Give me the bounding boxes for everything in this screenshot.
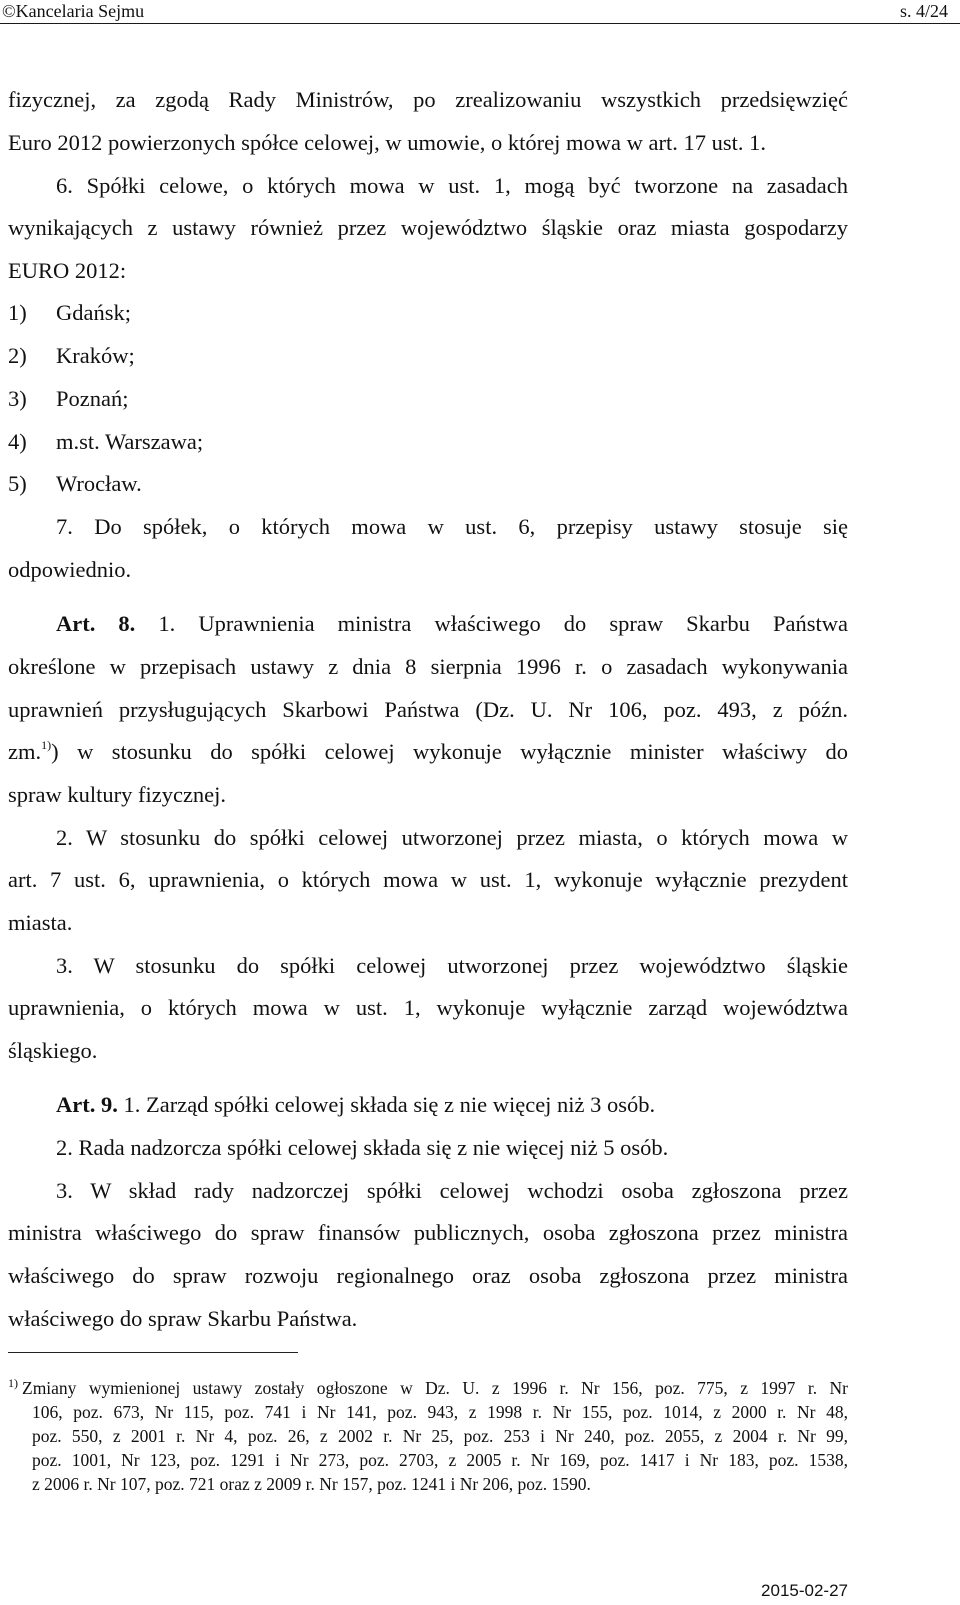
article-9-line — [56, 1091, 848, 1119]
footnote-divider — [8, 1352, 298, 1353]
article-8-line: 2. W stosunku do spółki celowej utworzonej przez miasta, o których mowa w — [56, 825, 848, 850]
article-8-line: uprawnień przysługujących Skarbowi Państwa (Dz. U. Nr 106, poz. 493, z późn. — [8, 697, 848, 722]
list-text: m.st. Warszawa; — [56, 429, 204, 454]
list-item — [8, 428, 203, 456]
article-9-line: właściwego do spraw Skarbu Państwa. — [8, 1306, 358, 1331]
article-8-line: art. 7 ust. 6, uprawnienia, o których mowa w ust. 1, wykonuje wyłącznie prezydent — [8, 867, 848, 892]
footnote-line: Zmiany wymienionej ustawy zostały ogłoszone w Dz. U. z 1996 r. Nr 156, poz. 775, z 1997 r. Nr — [22, 1378, 848, 1398]
article-9-line: 2. Rada nadzorcza spółki celowej składa się z nie więcej niż 5 osób. — [56, 1135, 669, 1160]
list-number: 4) — [8, 429, 27, 454]
paragraph-6-line: 6. Spółki celowe, o których mowa w ust. 1, mogą być tworzone na zasadach — [56, 173, 848, 198]
paragraph-6-line: wynikających z ustawy również przez województwo śląskie oraz miasta gospodarzy — [8, 215, 848, 240]
paragraph-6-line: EURO 2012: — [8, 258, 127, 283]
article-8-line: miasta. — [8, 910, 73, 935]
header-publisher: ©Kancelaria Sejmu — [2, 1, 145, 21]
article-9-line: 3. W skład rady nadzorczej spółki celowej wchodzi osoba zgłoszona przez — [56, 1178, 848, 1203]
footnote-line: z 2006 r. Nr 107, poz. 721 oraz z 2009 r. Nr 157, poz. 1241 i Nr 206, poz. 1590. — [32, 1474, 591, 1494]
article-8-line: śląskiego. — [8, 1038, 98, 1063]
list-item — [8, 385, 129, 413]
list-text: Wrocław. — [56, 471, 142, 496]
list-number: 2) — [8, 343, 27, 368]
footnote-mark: 1) — [8, 1376, 18, 1390]
article-8-text: zm. — [8, 739, 42, 764]
text-line: Euro 2012 powierzonych spółce celowej, w umowie, o której mowa w art. 17 ust. 1. — [8, 130, 766, 155]
article-9-line: właściwego do spraw rozwoju regionalnego oraz osoba zgłoszona przez ministra — [8, 1263, 848, 1288]
footnote-line: poz. 1001, Nr 123, poz. 1291 i Nr 273, poz. 2703, z 2005 r. Nr 169, poz. 1417 i Nr 183, poz. 1538, — [32, 1450, 848, 1470]
list-item — [8, 342, 135, 370]
list-number: 1) — [8, 300, 27, 325]
footnote-reference[interactable]: 1) — [41, 737, 52, 752]
footnote-line: 106, poz. 673, Nr 115, poz. 741 i Nr 141, poz. 943, z 1998 r. Nr 155, poz. 1014, z 2000 r. Nr 48, — [32, 1402, 848, 1422]
footnote-line: poz. 550, z 2001 r. Nr 4, poz. 26, z 2002 r. Nr 25, poz. 253 i Nr 240, poz. 2055, z 2004 r. Nr 99, — [32, 1426, 848, 1446]
text-line: fizycznej, za zgodą Rady Ministrów, po zrealizowaniu wszystkich przedsięwzięć — [8, 87, 848, 112]
list-number: 5) — [8, 471, 27, 496]
article-9-line: ministra właściwego do spraw finansów publicznych, osoba zgłoszona przez ministra — [8, 1220, 848, 1245]
article-8-line: spraw kultury fizycznej. — [8, 782, 227, 807]
article-8-text: 1. Uprawnienia ministra właściwego do spraw Skarbu Państwa — [158, 611, 848, 636]
article-heading: Art. 8. — [56, 611, 136, 636]
article-8-text: ) w stosunku do spółki celowej wykonuje wyłącznie minister właściwy do — [51, 739, 848, 764]
article-8-line — [8, 738, 848, 766]
document-date: 2015-02-27 — [761, 1581, 848, 1600]
list-text: Kraków; — [56, 343, 135, 368]
article-heading: Art. 9. — [56, 1092, 118, 1117]
list-text: Poznań; — [56, 386, 129, 411]
article-8-line: określone w przepisach ustawy z dnia 8 sierpnia 1996 r. o zasadach wykonywania — [8, 654, 848, 679]
paragraph-7-line: 7. Do spółek, o których mowa w ust. 6, przepisy ustawy stosuje się — [56, 514, 848, 539]
paragraph-7-line: odpowiednio. — [8, 557, 132, 582]
article-8-line: uprawnienia, o których mowa w ust. 1, wykonuje wyłącznie zarząd województwa — [8, 995, 848, 1020]
header-rule — [0, 23, 960, 24]
list-number: 3) — [8, 386, 27, 411]
header-page-number: s. 4/24 — [899, 1, 948, 21]
list-item — [8, 470, 142, 498]
article-8-line: 3. W stosunku do spółki celowej utworzonej przez województwo śląskie — [56, 953, 848, 978]
list-text: Gdańsk; — [56, 300, 131, 325]
article-8-line — [56, 610, 848, 638]
list-item — [8, 299, 131, 327]
article-9-text: 1. Zarząd spółki celowej składa się z nie więcej niż 3 osób. — [123, 1092, 656, 1117]
